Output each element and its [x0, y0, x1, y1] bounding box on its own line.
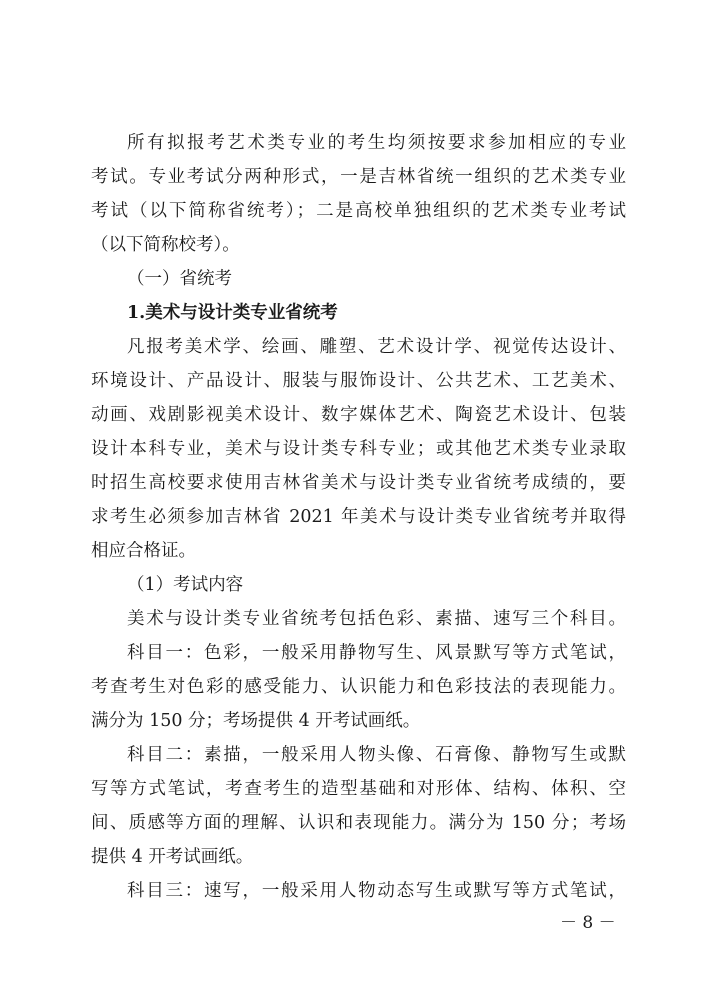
item-heading: （1）考试内容 — [127, 575, 244, 595]
paragraph-line: 相应合格证。 — [91, 541, 196, 561]
paragraph-line: 美术与设计类专业省统考包括色彩、素描、速写三个科目。 — [127, 609, 626, 629]
paragraph-line: 考试（以下简称省统考）；二是高校单独组织的艺术类专业考试 — [91, 201, 626, 221]
paragraph-line: 满分为 150 分；考场提供 4 开考试画纸。 — [91, 711, 421, 731]
paragraph-line: 间、质感等方面的理解、认识和表现能力。满分为 150 分；考场 — [91, 813, 626, 833]
paragraph-line: 写等方式笔试，考查考生的造型基础和对形体、结构、体积、空 — [91, 779, 626, 799]
paragraph-line: 考试。专业考试分两种形式，一是吉林省统一组织的艺术类专业 — [91, 167, 626, 187]
paragraph-line: 凡报考美术学、绘画、雕塑、艺术设计学、视觉传达设计、 — [127, 337, 626, 357]
subsection-heading: 1.美术与设计类专业省统考 — [127, 303, 338, 323]
paragraph-line: 所有拟报考艺术类专业的考生均须按要求参加相应的专业 — [127, 133, 626, 153]
paragraph-line: 设计本科专业，美术与设计类专科专业；或其他艺术类专业录取 — [91, 439, 626, 459]
paragraph-line: 环境设计、产品设计、服装与服饰设计、公共艺术、工艺美术、 — [91, 371, 626, 391]
paragraph-line: 科目二：素描，一般采用人物头像、石膏像、静物写生或默 — [127, 745, 626, 765]
paragraph-line: 时招生高校要求使用吉林省美术与设计类专业省统考成绩的，要 — [91, 473, 626, 493]
paragraph-line: （以下简称校考）。 — [91, 235, 240, 255]
paragraph-line: 科目一：色彩，一般采用静物写生、风景默写等方式笔试， — [127, 643, 626, 663]
paragraph-line: 动画、戏剧影视美术设计、数字媒体艺术、陶瓷艺术设计、包装 — [91, 405, 626, 425]
body-text — [91, 126, 626, 908]
page-number: － 8 － — [560, 913, 616, 933]
paragraph-line: 提供 4 开考试画纸。 — [91, 847, 254, 867]
paragraph-line: 考查考生对色彩的感受能力、认识能力和色彩技法的表现能力。 — [91, 677, 626, 697]
paragraph-line: 求考生必须参加吉林省 2021 年美术与设计类专业省统考并取得 — [91, 507, 626, 527]
section-heading: （一）省统考 — [127, 269, 232, 289]
paragraph-line: 科目三：速写，一般采用人物动态写生或默写等方式笔试， — [127, 881, 626, 901]
